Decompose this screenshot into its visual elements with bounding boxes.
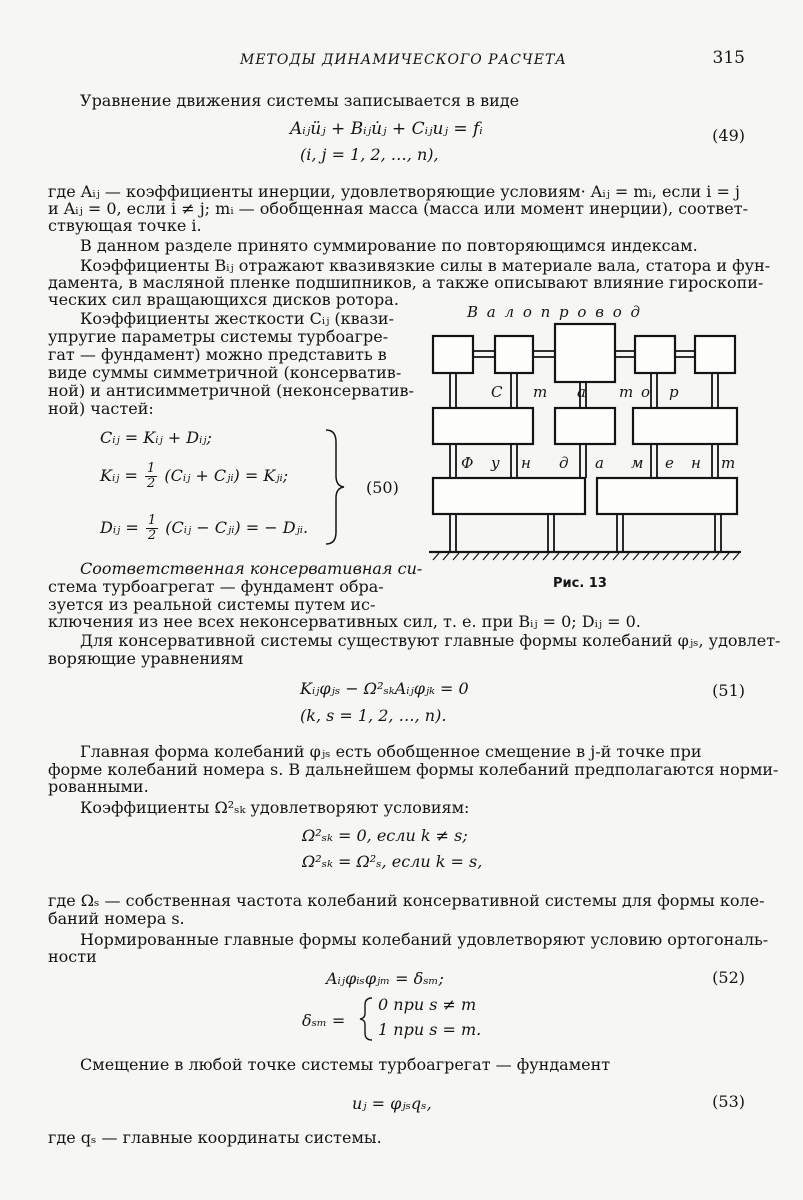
figure-label-shaft: В а л о п р о в о д <box>467 303 643 321</box>
paragraph-displacement: Смещение в любой точке системы турбоагрегат — фундамент <box>80 1055 611 1074</box>
paragraph-B-line2: дамента, в масляной пленке подшипников, а также описывают влияние гироскопи- <box>48 273 764 292</box>
paragraph-C-line6: ной) частей: <box>48 399 154 418</box>
equation-50-line2: Kᵢⱼ = $\frac{1}{2}$ (Cᵢⱼ + Cⱼᵢ) = Kⱼᵢ; <box>100 461 289 491</box>
paragraph-summation: В данном разделе принято суммирование по повторяющимся индексам. <box>80 236 698 255</box>
paragraph-forms-line1: Для консервативной системы существуют главные формы колебаний φⱼₛ, удовлет- <box>80 631 781 650</box>
paragraph-C-line3: гат — фундамент) можно представить в <box>48 345 387 364</box>
paragraph-norm-line2: ности <box>48 947 97 966</box>
paragraph-main-line1: Главная форма колебаний φⱼₛ есть обобщенное смещение в j-й точке при <box>80 742 702 761</box>
equation-49-line1: Aᵢⱼüⱼ + Bᵢⱼu̇ⱼ + Cᵢⱼuⱼ = fᵢ <box>290 119 483 139</box>
paragraph-freq-line1: где Ωₛ — собственная частота колебаний консервативной системы для формы коле- <box>48 891 765 910</box>
equation-53-number: (53) <box>712 1092 745 1111</box>
paragraph-cons-line2: стема турбоагрегат — фундамент обра- <box>48 577 384 596</box>
paragraph-C-line1: Коэффициенты жесткости Cᵢⱼ (квази- <box>80 309 394 328</box>
left-brace <box>358 996 374 1042</box>
figure-13-drawing <box>425 298 745 598</box>
paragraph-freq-line2: баний номера s. <box>48 909 185 928</box>
equation-49-line2: (i, j = 1, 2, …, n), <box>300 145 439 164</box>
fraction-one-half: $\frac{1}{2}$ <box>147 513 157 543</box>
intro-text: Уравнение движения системы записывается в виде <box>80 91 520 110</box>
fraction-one-half: $\frac{1}{2}$ <box>146 461 156 491</box>
equation-51-line1: Kᵢⱼφⱼₛ − Ω²ₛₖAᵢⱼφⱼₖ = 0 <box>300 679 469 698</box>
paragraph-C-line5: ной) и антисимметричной (неконсерватив- <box>48 381 414 400</box>
equation-52-case2: 1 при s = m. <box>378 1020 482 1039</box>
paragraph-B-line3: ческих сил вращающихся дисков ротора. <box>48 290 399 309</box>
paragraph-cons-line3: зуется из реальной системы путем ис- <box>48 595 376 614</box>
figure-caption: Рис. 13 <box>553 576 607 591</box>
equation-50-line3: Dᵢⱼ = $\frac{1}{2}$ (Cᵢⱼ − Cⱼᵢ) = − Dⱼᵢ. <box>100 513 309 543</box>
paragraph-cons-line1: Соответственная консервативная си- <box>80 559 423 578</box>
paragraph-where-line3: ствующая точке i. <box>48 216 202 235</box>
equation-50-line1: Cᵢⱼ = Kᵢⱼ + Dᵢⱼ; <box>100 428 212 447</box>
paragraph-main-line3: рованными. <box>48 777 149 796</box>
equation-52-case1: 0 при s ≠ m <box>378 995 477 1014</box>
paragraph-last: где qₛ — главные координаты системы. <box>48 1128 382 1147</box>
equation-52-number: (52) <box>712 968 745 987</box>
paragraph-B-line1: Коэффициенты Bᵢⱼ отражают квазивязкие силы в материале вала, статора и фун- <box>80 256 771 275</box>
paragraph-norm-line1: Нормированные главные формы колебаний удовлетворяют условию ортогональ- <box>80 930 769 949</box>
paragraph-C-line4: виде суммы симметричной (консерватив- <box>48 363 402 382</box>
paragraph-omega: Коэффициенты Ω²ₛₖ удовлетворяют условиям: <box>80 798 470 817</box>
paragraph-main-line2: форме колебаний номера s. В дальнейшем формы колебаний предполагаются норми- <box>48 760 779 779</box>
equation-51-number: (51) <box>712 681 745 700</box>
condition-line2: Ω²ₛₖ = Ω²ₛ, если k = s, <box>302 852 483 871</box>
right-brace <box>322 428 346 546</box>
equation-53-line1: uⱼ = φⱼₛqₛ, <box>352 1094 432 1113</box>
paragraph-where-line2: и Aᵢⱼ = 0, если i ≠ j; mᵢ — обобщенная масса (масса или момент инерции), соответ- <box>48 199 748 218</box>
page-number: 315 <box>712 48 745 68</box>
paragraph-C-line2: упругие параметры системы турбоагре- <box>48 327 389 346</box>
equation-50-number: (50) <box>366 478 399 497</box>
paragraph-cons-line4: ключения из нее всех неконсервативных сил, т. е. при Bᵢⱼ = 0; Dᵢⱼ = 0. <box>48 612 641 631</box>
running-header: МЕТОДЫ ДИНАМИЧЕСКОГО РАСЧЕТА <box>240 52 567 68</box>
paragraph-where-line1: где Aᵢⱼ — коэффициенты инерции, удовлетворяющие условиям· Aᵢⱼ = mᵢ, если i = j <box>48 182 740 201</box>
condition-line1: Ω²ₛₖ = 0, если k ≠ s; <box>302 826 468 845</box>
figure-13: В а л о п р о в о д С т а т о р Ф у н д а м е н т Рис. 13 <box>425 298 745 598</box>
paragraph-forms-line2: воряющие уравнениям <box>48 649 244 668</box>
equation-52-line1: Aᵢⱼφᵢₛφⱼₘ = δₛₘ; <box>326 969 444 988</box>
equation-51-line2: (k, s = 1, 2, …, n). <box>300 706 447 725</box>
equation-49-number: (49) <box>712 126 745 145</box>
equation-52-lhs: δₛₘ = <box>302 1011 346 1030</box>
